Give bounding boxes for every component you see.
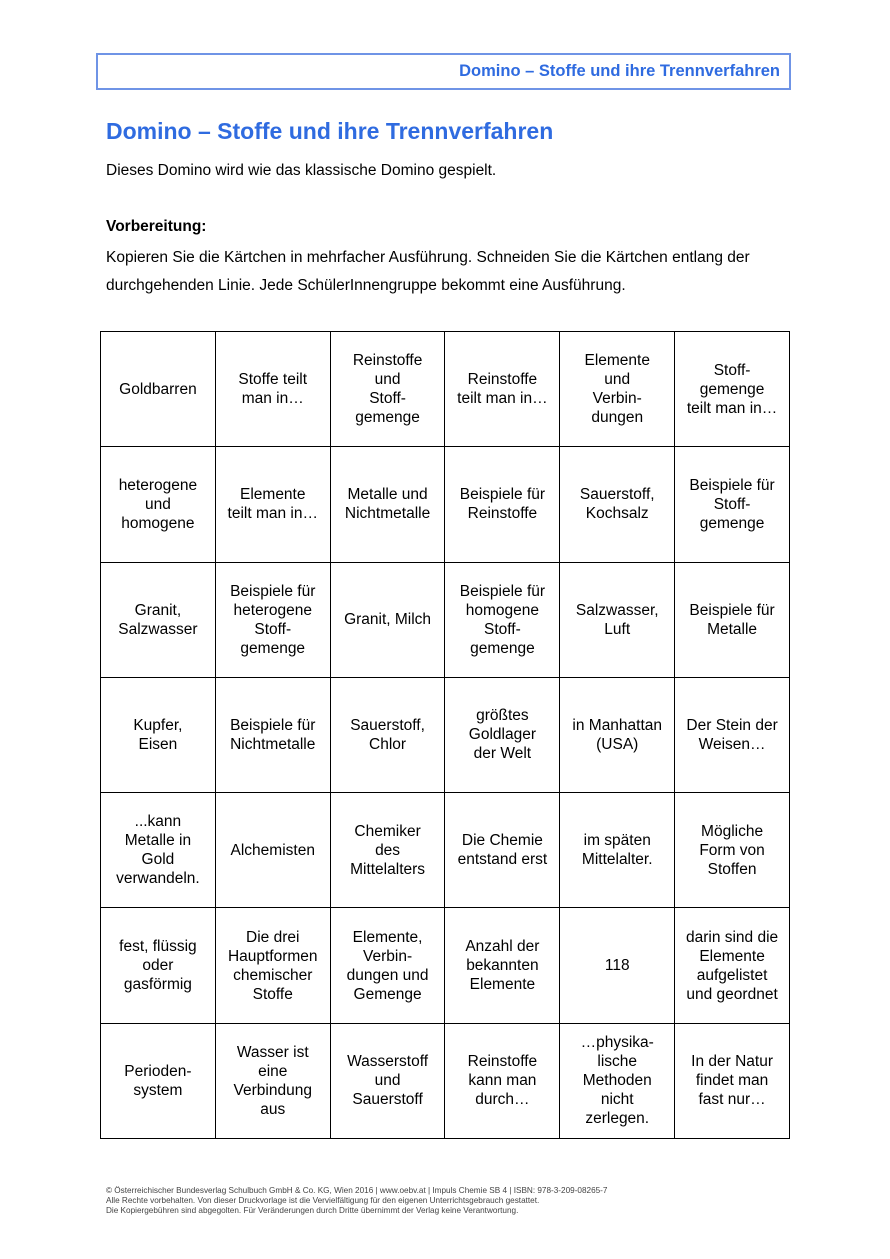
footer-rights: Alle Rechte vorbehalten. Von dieser Druckvorlage ist die Vervielfältigung für den eigenen Unterrichtsgebrauch gestattet. [106, 1196, 540, 1205]
domino-card-cell: Perioden- system [101, 1023, 216, 1138]
domino-card-cell: in Manhattan (USA) [560, 677, 675, 792]
domino-card-cell: ...kann Metalle in Gold verwandeln. [101, 793, 216, 908]
domino-card-cell: Beispiele für Nichtmetalle [215, 677, 330, 792]
domino-card-cell: Die Chemie entstand erst [445, 793, 560, 908]
domino-row [101, 332, 790, 447]
domino-card-cell: Beispiele für homogene Stoff- gemenge [445, 562, 560, 677]
domino-card-cell: Reinstoffe teilt man in… [445, 332, 560, 447]
domino-card-cell: Metalle und Nichtmetalle [330, 447, 445, 562]
domino-table [100, 331, 790, 1139]
domino-card-cell: Reinstoffe und Stoff- gemenge [330, 332, 445, 447]
domino-card-cell: Kupfer, Eisen [101, 677, 216, 792]
domino-card-cell: Stoff- gemenge teilt man in… [675, 332, 790, 447]
domino-card-cell: Goldbarren [101, 332, 216, 447]
domino-card-cell: Reinstoffe kann man durch… [445, 1023, 560, 1138]
domino-card-cell: 118 [560, 908, 675, 1023]
domino-card-cell: Anzahl der bekannten Elemente [445, 908, 560, 1023]
domino-card-cell: Wasser ist eine Verbindung aus [215, 1023, 330, 1138]
domino-card-cell: Alchemisten [215, 793, 330, 908]
domino-card-cell: Beispiele für Stoff- gemenge [675, 447, 790, 562]
domino-card-cell: Elemente und Verbin- dungen [560, 332, 675, 447]
domino-card-cell: darin sind die Elemente aufgelistet und geordnet [675, 908, 790, 1023]
domino-card-cell: Chemiker des Mittelalters [330, 793, 445, 908]
domino-row [101, 562, 790, 677]
domino-card-cell: Wasserstoff und Sauerstoff [330, 1023, 445, 1138]
domino-card-cell: Die drei Hauptformen chemischer Stoffe [215, 908, 330, 1023]
domino-card-cell: Sauerstoff, Chlor [330, 677, 445, 792]
header-box [96, 53, 791, 90]
preparation-text: Kopieren Sie die Kärtchen in mehrfacher Ausführung. Schneiden Sie die Kärtchen entlang der durchgehenden Linie. Jede SchülerInnengruppe bekommt eine Ausführung. [106, 249, 750, 294]
footer-disclaimer: Die Kopiergebühren sind abgegolten. Für Veränderungen durch Dritte übernimmt der Verlag keine Verantwortung. [106, 1206, 519, 1215]
domino-card-cell: heterogene und homogene [101, 447, 216, 562]
domino-row [101, 677, 790, 792]
domino-row [101, 793, 790, 908]
preparation-heading: Vorbereitung: [106, 218, 207, 235]
domino-row [101, 908, 790, 1023]
domino-card-cell: Granit, Milch [330, 562, 445, 677]
domino-card-cell: …physika- lische Methoden nicht zerlegen. [560, 1023, 675, 1138]
domino-card-cell: Beispiele für heterogene Stoff- gemenge [215, 562, 330, 677]
intro-text: Dieses Domino wird wie das klassische Domino gespielt. [106, 162, 497, 179]
domino-card-cell: Salzwasser, Luft [560, 562, 675, 677]
domino-card-cell: Beispiele für Reinstoffe [445, 447, 560, 562]
domino-card-cell: Granit, Salzwasser [101, 562, 216, 677]
domino-card-cell: Elemente, Verbin- dungen und Gemenge [330, 908, 445, 1023]
domino-card-cell: Elemente teilt man in… [215, 447, 330, 562]
domino-row [101, 447, 790, 562]
domino-card-cell: Beispiele für Metalle [675, 562, 790, 677]
page-title: Domino – Stoffe und ihre Trennverfahren [106, 118, 554, 144]
footer-copyright: © Österreichischer Bundesverlag Schulbuch GmbH & Co. KG, Wien 2016 | www.oebv.at | Impuls Chemie SB 4 | ISBN: 978-3-209-08265-7 [106, 1186, 608, 1195]
domino-card-cell: Sauerstoff, Kochsalz [560, 447, 675, 562]
domino-card-cell: Stoffe teilt man in… [215, 332, 330, 447]
domino-row [101, 1023, 790, 1138]
domino-card-cell: Der Stein der Weisen… [675, 677, 790, 792]
domino-card-cell: im späten Mittelalter. [560, 793, 675, 908]
domino-card-cell: größtes Goldlager der Welt [445, 677, 560, 792]
domino-body [101, 332, 790, 1139]
domino-card-cell: fest, flüssig oder gasförmig [101, 908, 216, 1023]
domino-card-cell: Mögliche Form von Stoffen [675, 793, 790, 908]
footer [106, 1186, 607, 1216]
header-title: Domino – Stoffe und ihre Trennverfahren [459, 62, 780, 80]
domino-card-cell: In der Natur findet man fast nur… [675, 1023, 790, 1138]
